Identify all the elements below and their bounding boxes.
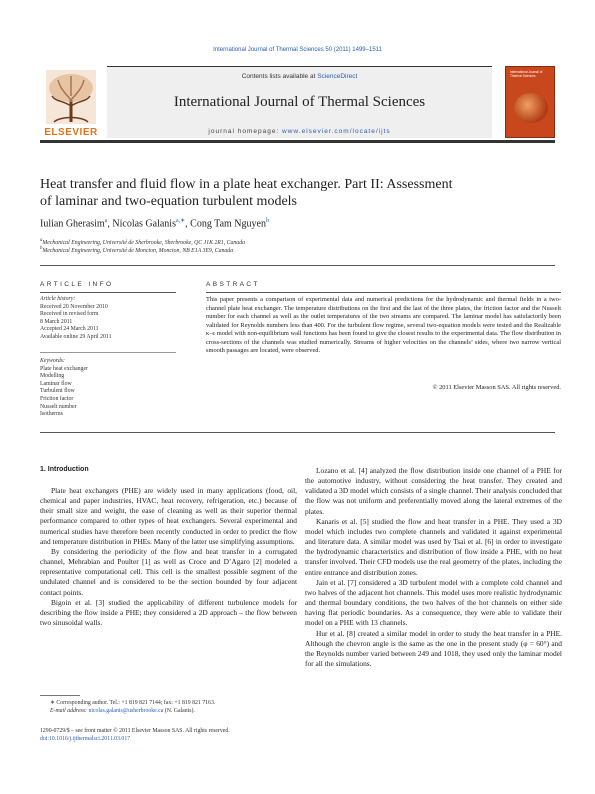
history-item: Received 20 November 2010: [40, 303, 108, 310]
abstract-rule: [206, 292, 561, 293]
author-list: [40, 217, 560, 229]
corresponding-author-footnote: [50, 700, 310, 715]
affiliation-text: Mechanical Engineering, Université de Sherbrooke, Sherbrooke, QC J1K 2R1, Canada: [42, 239, 246, 246]
email-label: E-mail address:: [50, 707, 89, 714]
abstract-copyright: © 2011 Elsevier Masson SAS. All rights reserved.: [432, 384, 561, 391]
issn-line: 1290-0729/$ – see front matter © 2011 Elsevier Masson SAS. All rights reserved.: [40, 728, 230, 734]
keywords-list: [40, 358, 176, 419]
body-paragraph: Hur et al. [8] created a similar model in order to study the heat transfer in a PHE. Although the chevron angle is the same as the one in the present study (φ = 60°) and the Reynolds number varied between 249 and 1018, they used only the laminar model for all the simulations.: [305, 628, 562, 668]
email-suffix: (N. Galanis).: [163, 707, 195, 714]
author-affil-marker[interactable]: a,∗: [175, 218, 186, 224]
history-item: Accepted 24 March 2011: [40, 326, 99, 333]
keywords-label: Keywords:: [40, 358, 65, 364]
body-paragraph: By considering the periodicity of the flow and heat transfer in a corrugated channel, Mehrabian and Poulter [1] as well as Croce and D’Agaro [2] modeled a representative computational cell. This cell is the smallest possible segment of the undulated channel and is considered to be the section bounded by four adjacent contact points.: [40, 546, 297, 597]
title-line-1: Heat transfer and fluid flow in a plate heat exchanger. Part II: Assessment: [40, 177, 453, 192]
affiliation-text: Mechanical Engineering, Université de Moncton, Moncton, NB E1A 3E9, Canada: [42, 247, 234, 254]
footnote-marker: ∗: [50, 700, 55, 706]
section-heading-introduction: 1. Introduction: [40, 466, 89, 473]
homepage-link[interactable]: www.elsevier.com/locate/ijts: [282, 128, 391, 135]
keyword: Laminar flow: [40, 380, 72, 387]
journal-title: International Journal of Thermal Sciences: [173, 94, 426, 110]
keyword: Turbulent flow: [40, 388, 75, 395]
body-left-column: [40, 486, 297, 628]
title-line-2: of laminar and two-equation turbulent models: [40, 194, 297, 209]
journal-citation[interactable]: International Journal of Thermal Sciences 50 (2011) 1499–1511: [213, 47, 382, 53]
article-title: [40, 176, 560, 210]
cover-image: [514, 93, 548, 123]
footnote-rule: [40, 695, 80, 696]
author-separator: ,: [107, 218, 113, 230]
body-right-column: [305, 466, 562, 669]
homepage-prefix: journal homepage:: [208, 128, 283, 135]
history-item: Received in revised form: [40, 311, 99, 318]
author-email-link[interactable]: nicolas.galanis@usherbrooke.ca: [88, 707, 164, 714]
body-paragraph: Jain et al. [7] considered a 3D turbulent model with a complete cold channel and two halves of the adjacent hot channels. This model uses more realistic hydrodynamic and thermal boundary conditions, the two halves of the hot channels on either side having flat periodic boundaries. As a consequence, they were able to validate their model on a PHE with 13 channels.: [305, 577, 562, 628]
abstract-bottom-rule: [40, 432, 555, 433]
contents-prefix: Contents lists available at: [241, 73, 318, 80]
affiliation-marker: b: [40, 246, 43, 251]
author-name[interactable]: Nicolas Galanis: [112, 218, 176, 230]
journal-cover-thumbnail[interactable]: [505, 66, 555, 138]
author-name[interactable]: Cong Tam Nguyen: [190, 218, 266, 230]
history-item: 8 March 2011: [40, 318, 73, 325]
author-affil-marker[interactable]: a: [104, 218, 108, 224]
abstract-heading: ABSTRACT: [206, 281, 260, 288]
keyword: Plate heat exchanger: [40, 365, 88, 372]
keywords-rule: [40, 352, 176, 353]
header-rule: [40, 140, 555, 143]
sciencedirect-link[interactable]: ScienceDirect: [317, 73, 358, 80]
article-info-heading: ARTICLE INFO: [40, 281, 114, 288]
author-affil-marker[interactable]: b: [265, 218, 269, 224]
doi-link[interactable]: doi:10.1016/j.ijthermalsci.2011.03.017: [40, 735, 131, 742]
keyword: Friction factor: [40, 395, 74, 402]
title-rule: [40, 265, 555, 266]
article-history: [40, 296, 176, 342]
publisher-logo-text: ELSEVIER: [44, 127, 98, 138]
front-matter-info: [40, 728, 340, 743]
contents-availability: [107, 73, 492, 80]
journal-homepage: [107, 128, 492, 135]
body-paragraph: Bigoin et al. [3] studied the applicability of different turbulence models for describing the flow inside a PHE; they considered a 2D approach – the flow between two sinusoidal walls.: [40, 597, 297, 628]
article-info-rule: [40, 292, 176, 293]
affiliation: [40, 238, 560, 246]
cover-title: International Journal of Thermal Sciences: [510, 70, 543, 78]
affiliation: [40, 246, 560, 254]
history-item: Available online 29 April 2011: [40, 333, 112, 340]
keyword: Modelling: [40, 373, 65, 380]
author-name[interactable]: Iulian Gherasim: [40, 218, 105, 230]
body-paragraph: Plate heat exchangers (PHE) are widely used in many applications (food, oil, chemical and paper industries, HVAC, heat recovery, refrigeration, etc.) because of their small size and weight, the ease of cleaning as well as their superior thermal performance compared to other types of heat exchangers. Several experimental and numerical studies have therefore been recently conducted in order to predict the flow and temperature distribution in PHEs. Many of the latter use simplifying assumptions.: [40, 486, 297, 546]
history-label: Article history:: [40, 296, 76, 302]
body-paragraph: Lozano et al. [4] analyzed the flow distribution inside one channel of a PHE for the automotive industry, without considering the heat transfer. They created and validated a 3D model which consists of a single channel. Their analysis concluded that the flow was not uniform and preferentially moved along the lateral extremes of the plates.: [305, 466, 562, 516]
author-separator: ,: [185, 218, 191, 230]
affiliation-marker: a: [40, 238, 43, 243]
body-paragraph: Kanaris et al. [5] studied the flow and heat transfer in a PHE. They used a 3D model which includes two complete channels and validated it against experimental and literature data. A similar model was used by Tsai et al. [6] in order to investigate the hydrodynamic characteristics and distribution of flow inside a PHE, with no heat transfer involved. Their CFD models use the real geometry of the plates, including the entire entrance and distribution zones.: [305, 516, 562, 577]
abstract-text: This paper presents a comparison of experimental data and numerical predictions for the hydrodynamic and thermal fields in a two-channel plate heat exchanger. The temperature distributions on the first and the last of the three plates, the friction factor and the Nusselt number for each channel as well as the outlet temperatures of the two streams are compared. The laminar model has satisfactorily been validated for Reynolds numbers less than 400. For the turbulent flow regime, several two-equation models were tested and the Realizable κ–ε model with non-equilibrium wall functions has been found to give the closest results to the experimental data. The flow distribution in cross-sections of the channels was studied numerically. Streams of higher velocities on the channels’ sides, where two narrow vertical smooth passages are located, were observed.: [206, 296, 561, 354]
footnote-corresponding: Corresponding author. Tel.: +1 819 821 7144; fax: +1 819 821 7163.: [56, 700, 216, 706]
keyword: Nusselt number: [40, 403, 77, 410]
keyword: Isotherms: [40, 411, 63, 418]
